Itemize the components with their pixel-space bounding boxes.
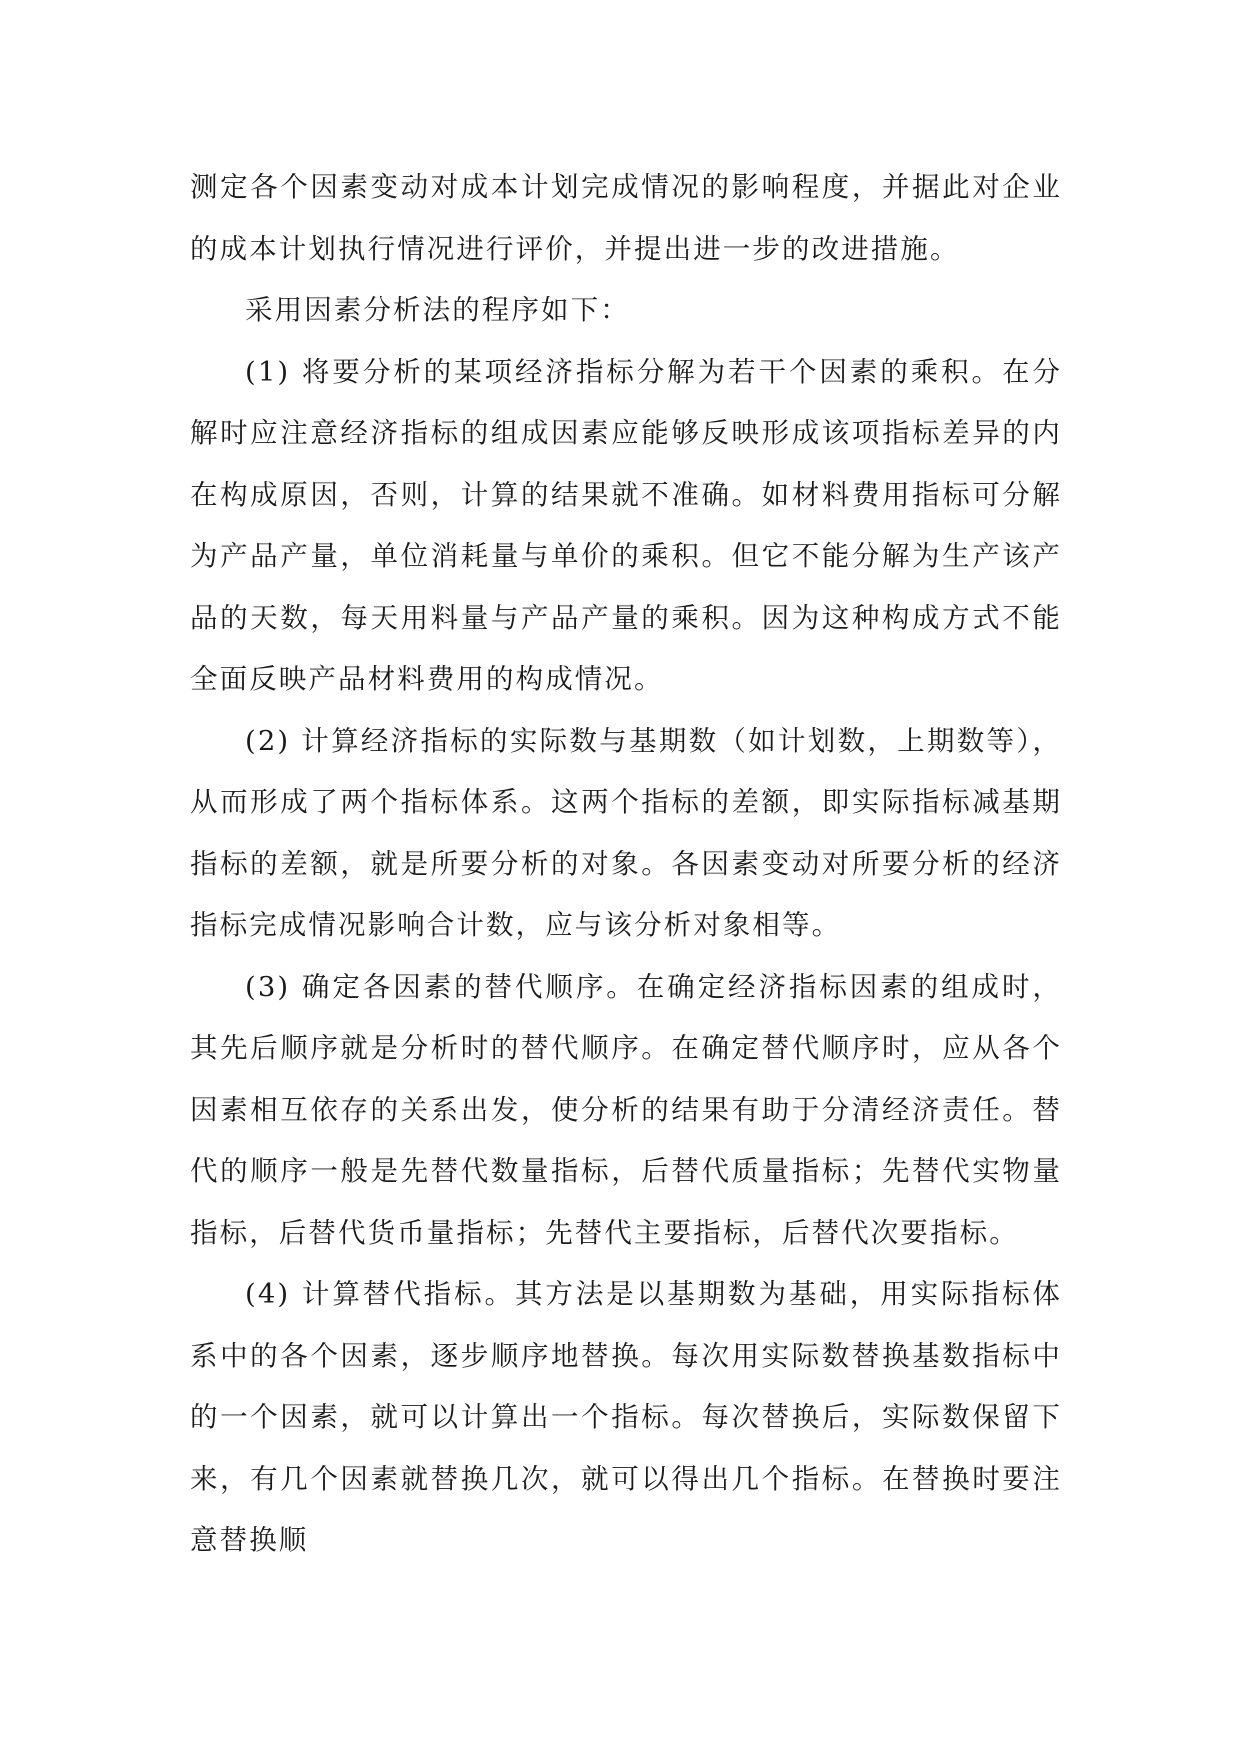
paragraph-1: 测定各个因素变动对成本计划完成情况的影响程度，并据此对企业的成本计划执行情况进行评价，并提出进一步的改进措施。: [190, 171, 1062, 265]
body-text: [190, 157, 1062, 1572]
paragraph-2: 采用因素分析法的程序如下：: [245, 294, 630, 326]
paragraph-5: (3) 确定各因素的替代顺序。在确定经济指标因素的组成时，其先后顺序就是分析时的替代顺序。在确定替代顺序时，应从各个因素相互依存的关系出发，使分析的结果有助于分清经济责任。替代的顺序一般是先替代数量指标，后替代质量指标；先替代实物量指标，后替代货币量指标；先替代主要指标，后替代次要指标。: [190, 970, 1062, 1249]
paragraph-6: (4) 计算替代指标。其方法是以基期数为基础，用实际指标体系中的各个因素，逐步顺序地替换。每次用实际数替换基数指标中的一个因素，就可以计算出一个指标。每次替换后，实际数保留下来，有几个因素就替换几次，就可以得出几个指标。在替换时要注意替换顺: [190, 1278, 1062, 1556]
paragraph-3: (1) 将要分析的某项经济指标分解为若干个因素的乘积。在分解时应注意经济指标的组成因素应能够反映形成该项指标差异的内在构成原因，否则，计算的结果就不准确。如材料费用指标可分解为产品产量，单位消耗量与单价的乘积。但它不能分解为生产该产品的天数，每天用料量与产品产量的乘积。因为这种构成方式不能全面反映产品材料费用的构成情况。: [190, 355, 1062, 695]
paragraph-4: (2) 计算经济指标的实际数与基期数（如计划数，上期数等），从而形成了两个指标体系。这两个指标的差额，即实际指标减基期指标的差额，就是所要分析的对象。各因素变动对所要分析的经济指标完成情况影响合计数，应与该分析对象相等。: [190, 724, 1062, 941]
